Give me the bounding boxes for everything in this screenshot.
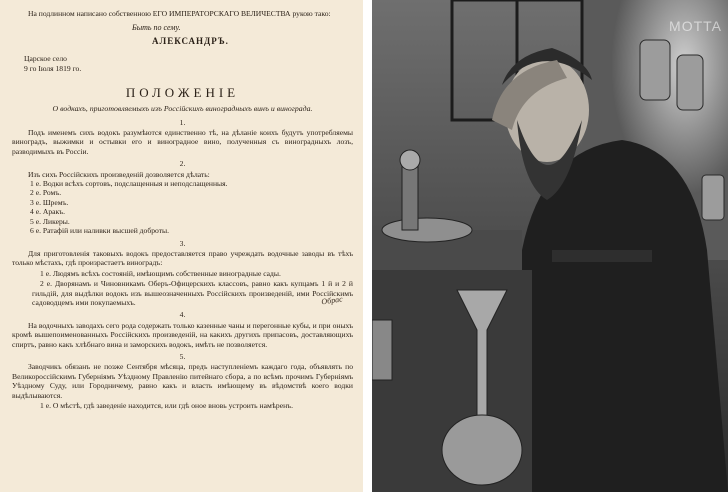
- list-item: 1 е. Людямъ всѣхъ состояній, имѣющимъ собственные виноградные сады.: [40, 268, 281, 278]
- section-text: На водочныхъ заводахъ сего рода содержать только казенные чаны и перегонные кубы, и при оныхъ кромѣ вышепоименованныхъ Россійскихъ произведеній, на какихъ другихъ припасовъ, доставляющихъ спиртъ, равно какъ хлѣбнаго вина и заморскихъ водокъ, имѣть не позволяется.: [12, 320, 353, 349]
- section-number: 3.: [179, 238, 186, 248]
- emperor-signature: АЛЕКСАНДРЪ.: [152, 35, 229, 46]
- portrait-illustration: [372, 0, 728, 492]
- place: Царское село: [24, 54, 67, 64]
- section-text: Подъ именемъ сихъ водокъ разумѣются единственно тѣ, на дѣланіе коихъ будутъ употребляемы виноградъ, выжимки и остывки его и виноградное вино, полученныя съ виноградныхъ лозъ, разводимыхъ въ Россіи.: [12, 128, 353, 156]
- decree-intro: На подлинном написано собственною ЕГО ИМПЕРАТОРСКАГО ВЕЛИЧЕСТВА рукою тако:: [28, 9, 331, 18]
- section-text: Заводчикъ обязанъ не позже Сентября мѣсяца, предъ наступленіемъ каждаго года, объявлять по Великороссійскимъ Губерніямъ Уѣздному Правленію питейнаго сбора, а по всѣмъ прочимъ Губерніямъ Уѣздному Суду, или Городничему, равно какъ и власть имѣющему въ вѣдомствѣ коего водки выдѣлываются.: [12, 362, 353, 400]
- section-number: 2.: [179, 159, 186, 169]
- section-text: Для приготовленія таковыхъ водокъ предоставляется право учреждать водочные заводы въ тѣхъ только мѣстахъ, гдѣ произрастаетъ виноградъ:: [12, 248, 353, 268]
- section-list: [30, 179, 353, 235]
- place-and-date: [24, 54, 353, 74]
- section-number: 5.: [179, 351, 186, 361]
- image-divider: [363, 0, 372, 492]
- section-number: 4.: [179, 310, 186, 320]
- list-item: 1 е. О мѣстѣ, гдѣ заведеніе находится, или гдѣ оное вновь устроить намѣренъ.: [40, 401, 293, 410]
- document-subtitle: О водкахъ, приготовляемыхъ изъ Россійскихъ виноградныхъ винъ и винограда.: [52, 103, 313, 113]
- resolution-line: Быть по сему.: [132, 23, 181, 33]
- list-item: 5 е. Ликеры.: [30, 216, 70, 226]
- portrait-photo: [372, 0, 728, 492]
- list-item: 2 е. Ромъ.: [30, 188, 62, 198]
- document-title: ПОЛОЖЕНІЕ: [125, 85, 240, 101]
- list-item: 1 е. Водки всѣхъ сортовъ, подслащенныя и неподслащенныя.: [30, 179, 228, 189]
- handwritten-margin-note: Обрас: [320, 294, 344, 307]
- date: 9 го Іюля 1819 го.: [24, 64, 82, 74]
- list-item: 4 е. Аракъ.: [30, 207, 66, 217]
- decree-document-page: [0, 0, 363, 492]
- photo-watermark: MOTTA: [669, 18, 722, 34]
- list-item: 3 е. Шремъ.: [30, 197, 69, 207]
- list-item: 6 е. Ратафій или наливки высшей доброты.: [30, 226, 170, 236]
- list-item: 2 е. Дворянамъ и Чиновникамъ Оберъ-Офицерскихъ классовъ, равно какъ купцамъ 1 й и 2 й гильдій, для выдѣлки водокъ изъ вышеозначенныхъ Россійскихъ произведеній, ими Россійскимъ садоводцемъ ими покупаемыхъ.: [32, 279, 353, 307]
- section-number: 1.: [179, 117, 186, 127]
- section-text: Изъ сихъ Россійскихъ произведеній дозволяется дѣлать:: [28, 169, 210, 179]
